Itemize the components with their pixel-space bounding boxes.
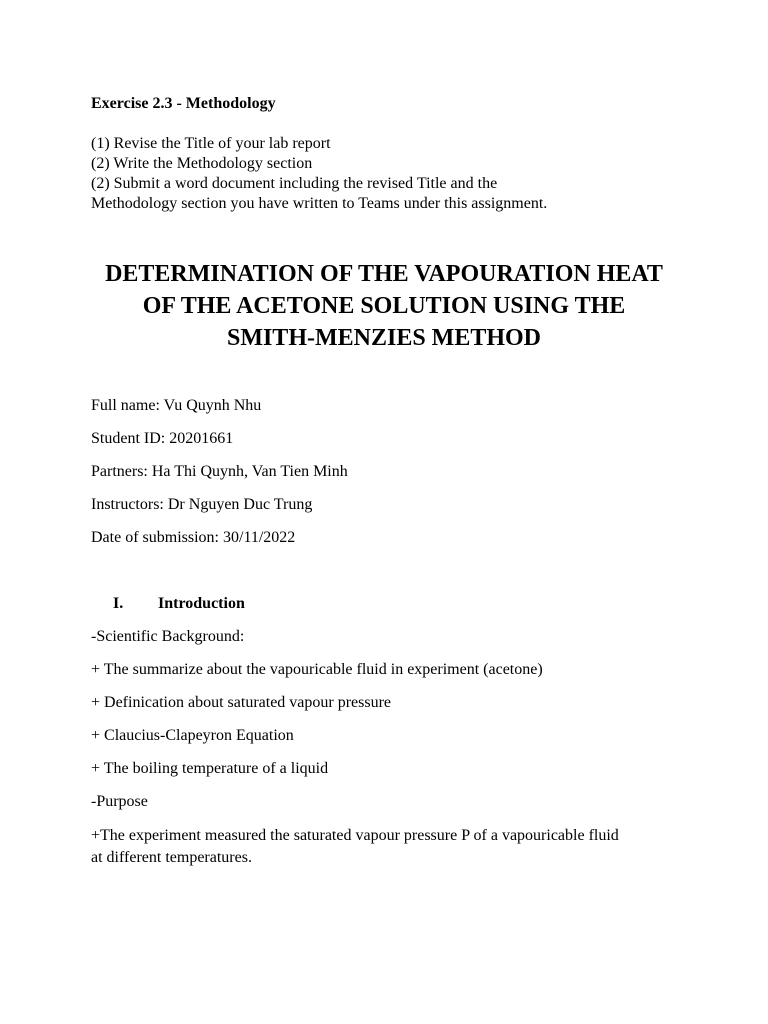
introduction-heading	[113, 594, 245, 614]
report-title-line: SMITH-MENZIES METHOD	[226, 325, 542, 351]
purpose-line: at different temperatures.	[91, 849, 252, 866]
exercise-instructions	[91, 94, 691, 214]
submission-date: Date of submission: 30/11/2022	[91, 529, 296, 546]
report-title	[60, 258, 708, 354]
intro-line: + Definication about saturated vapour pressure	[91, 694, 392, 711]
intro-line: + The boiling temperature of a liquid	[91, 760, 329, 777]
exercise-task: (2) Write the Methodology section	[91, 155, 313, 172]
intro-line: -Purpose	[91, 793, 148, 810]
student-info	[91, 396, 691, 561]
introduction-body	[91, 627, 691, 869]
section-title: Introduction	[158, 595, 245, 612]
exercise-task: (1) Revise the Title of your lab report	[91, 135, 331, 152]
partners: Partners: Ha Thi Quynh, Van Tien Minh	[91, 463, 348, 480]
report-title-line: DETERMINATION OF THE VAPOURATION HEAT	[105, 261, 663, 287]
exercise-title: Exercise 2.3 - Methodology	[91, 95, 276, 112]
intro-line: + Claucius-Clapeyron Equation	[91, 727, 294, 744]
exercise-task: Methodology section you have written to Teams under this assignment.	[91, 195, 548, 212]
full-name: Full name: Vu Quynh Nhu	[91, 397, 262, 414]
exercise-task: (2) Submit a word document including the revised Title and the	[91, 175, 498, 192]
section-number: I.	[113, 595, 124, 612]
student-id: Student ID: 20201661	[91, 430, 234, 447]
instructors: Instructors: Dr Nguyen Duc Trung	[91, 496, 313, 513]
report-title-line: OF THE ACETONE SOLUTION USING THE	[142, 293, 626, 319]
intro-line: -Scientific Background:	[91, 628, 245, 645]
purpose-line: +The experiment measured the saturated vapour pressure P of a vapouricable fluid	[91, 827, 619, 844]
intro-line: + The summarize about the vapouricable fluid in experiment (acetone)	[91, 661, 543, 678]
